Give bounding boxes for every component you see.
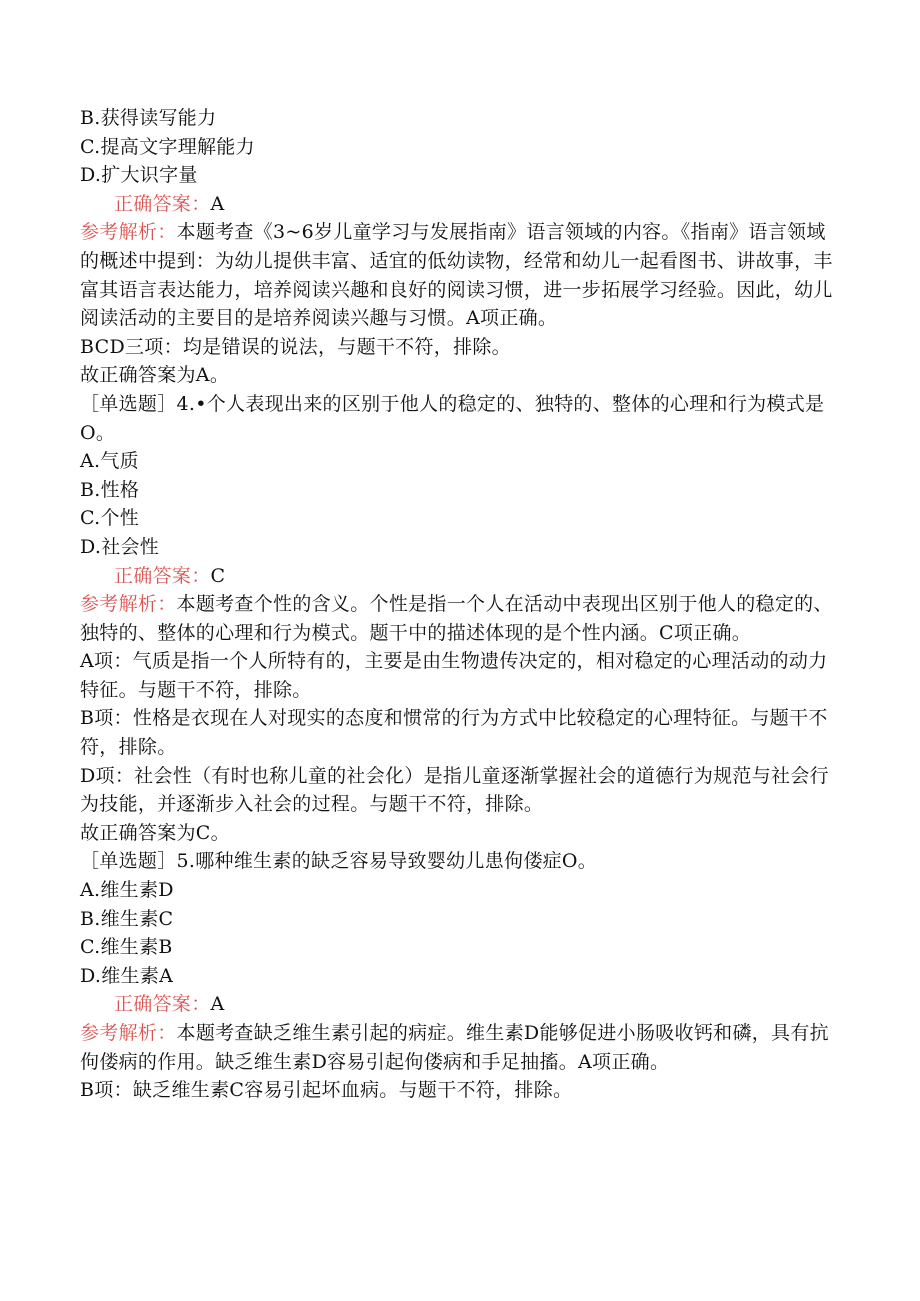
q4-conclusion: 故正确答案为C。 [80,821,230,844]
q3-option-c: C.提高文字理解能力 [80,135,255,158]
q4-option-a: A.气质 [80,450,139,473]
q5-answer [80,990,840,1019]
q4-stem: ［单选题］4.•个人表现出来的区别于他人的稳定的、独特的、整体的心理和行为模式是O。 [80,392,825,444]
q3-conclusion: 故正确答案为A。 [80,364,230,387]
analysis-label: 参考解析： [80,221,177,244]
q3-answer [80,190,840,219]
analysis-label: 参考解析： [80,1022,177,1044]
q3-extra-bcd: BCD三项：均是错误的说法，与题干不符，排除。 [80,335,511,358]
q4-option-d: D.社会性 [80,535,160,558]
q4-option-c: C.个性 [80,507,140,530]
q5-option-c: C.维生素B [80,936,173,959]
q5-option-d: D.维生素A [80,964,174,987]
q4-analysis [80,590,840,647]
q5-analysis [80,1019,840,1076]
answer-label: 正确答案： [114,564,211,587]
analysis-label: 参考解析： [80,593,177,616]
analysis-body: 本题考查个性的含义。个性是指一个人在活动中表现出区别于他人的稳定的、独特的、整体的心理和行为模式。题干中的描述体现的是个性内涵。C项正确。 [80,593,833,644]
answer-label: 正确答案： [114,993,211,1016]
q5-option-a: A.维生素D [80,879,174,902]
q3-option-b: B.获得读写能力 [80,107,217,129]
answer-value: A [210,192,225,215]
answer-value: A [210,993,225,1016]
q5-option-b: B.维生素C [80,907,174,930]
exam-document [80,104,840,1105]
q5-stem: ［单选题］5.哪种维生素的缺乏容易导致婴幼儿患佝偻症O。 [80,850,598,873]
analysis-body: 本题考查缺乏维生素引起的病症。维生素D能够促进小肠吸收钙和磷，具有抗佝偻病的作用。缺乏维生素D容易引起佝偻病和手足抽搐。A项正确。 [80,1022,829,1073]
q4-extra-d: D项：社会性（有时也称儿童的社会化）是指儿童逐渐掌握社会的道德行为规范与社会行为技能，并逐渐步入社会的过程。与题干不符，排除。 [80,764,829,816]
q3-option-d: D.扩大识字量 [80,164,198,187]
q4-extra-a: A项：气质是指一个人所特有的，主要是由生物遗传决定的，相对稳定的心理活动的动力特征。与题干不符，排除。 [80,650,828,701]
answer-value: C [210,564,226,587]
q4-extra-b: B项：性格是衣现在人对现实的态度和惯常的行为方式中比较稳定的心理特征。与题干不符，排除。 [80,707,828,759]
q5-extra-b: B项：缺乏维生素C容易引起坏血病。与题干不符，排除。 [80,1079,573,1102]
q4-answer [80,562,840,591]
q3-analysis [80,218,840,332]
q4-option-b: B.性格 [80,478,140,501]
analysis-body: 本题考查《3~6岁儿童学习与发展指南》语言领域的内容。《指南》语言领域的概述中提到：为幼儿提供丰富、适宜的低幼读物，经常和幼儿一起看图书、讲故事，丰富其语言表达能力，培养阅读兴趣和良好的阅读习惯，进一步拓展学习经验。因此，幼儿阅读活动的主要目的是培养阅读兴趣与习惯。A项正确。 [80,221,833,330]
answer-label: 正确答案： [114,192,211,215]
